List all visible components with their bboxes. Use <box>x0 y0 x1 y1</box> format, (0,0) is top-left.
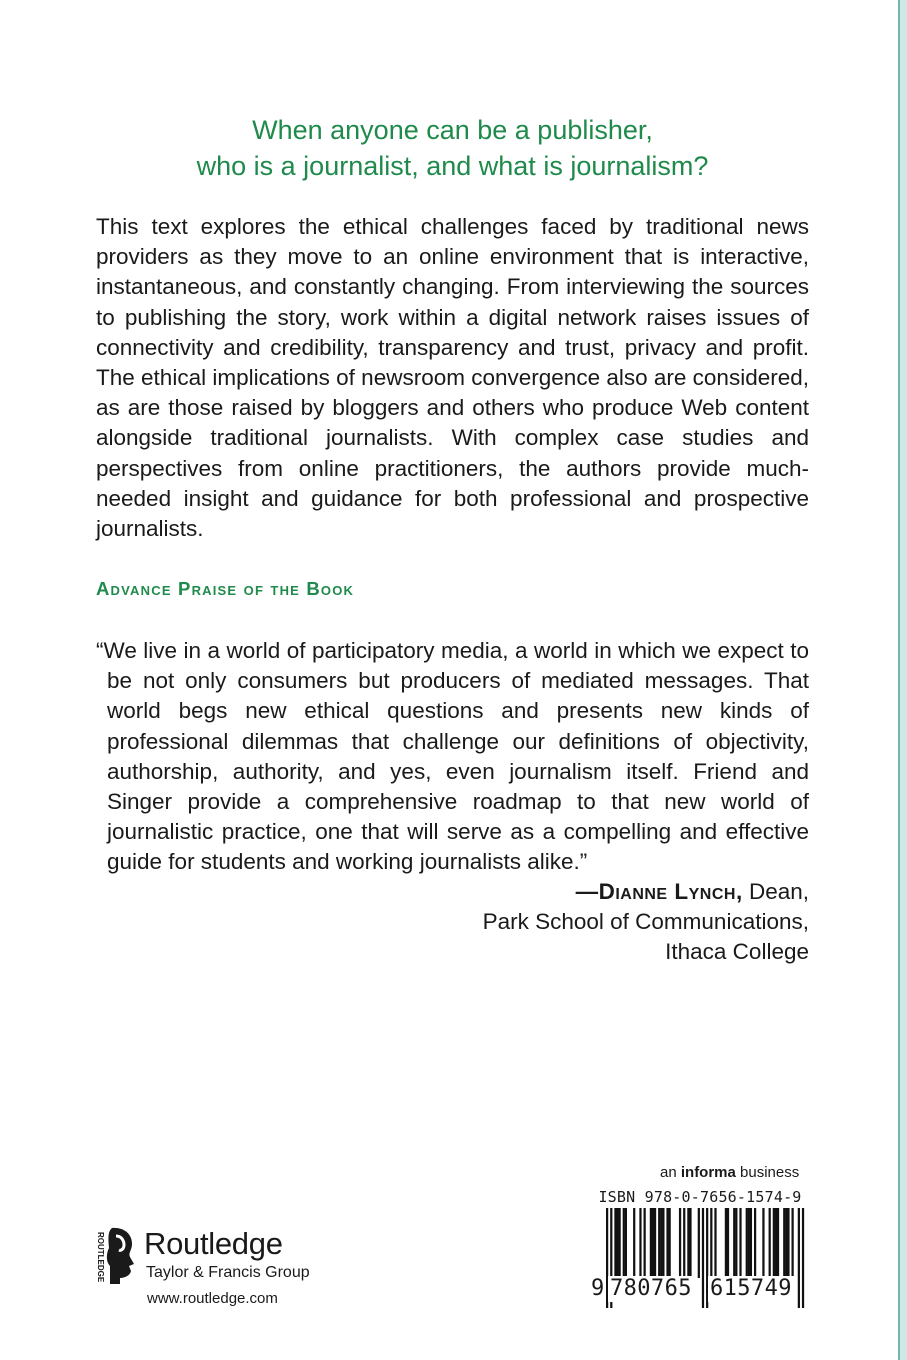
barcode-bar <box>769 1208 771 1278</box>
isbn-label: ISBN 978-0-7656-1574-9 <box>598 1188 802 1206</box>
informa-suffix: business <box>735 1164 800 1181</box>
barcode-digits-right: 615749 <box>710 1276 792 1301</box>
barcode-bar <box>652 1208 654 1278</box>
barcode-bar <box>644 1208 646 1278</box>
barcode-digits-left: 780765 <box>610 1276 692 1301</box>
barcode-bar <box>785 1208 787 1278</box>
barcode-bar <box>748 1208 750 1278</box>
barcode-bar <box>658 1208 660 1278</box>
routledge-vertical-mark: ROUTLEDGE <box>96 1232 105 1283</box>
barcode-bar <box>777 1208 779 1278</box>
barcode-bar <box>689 1208 691 1278</box>
barcode-bar <box>775 1208 777 1278</box>
praise-attribution <box>349 877 809 968</box>
barcode-bar <box>762 1208 764 1278</box>
cover-headline <box>96 112 809 184</box>
barcode-bar <box>773 1208 775 1278</box>
barcode-digit-first: 9 <box>591 1276 605 1301</box>
barcode-bar <box>650 1208 652 1278</box>
barcode-bar <box>614 1208 616 1278</box>
barcode-bar <box>639 1208 641 1278</box>
publisher-group: Taylor & Francis Group <box>146 1264 310 1281</box>
barcode-bar <box>739 1208 741 1278</box>
headline-line-1: When anyone can be a publisher, <box>252 115 653 145</box>
praise-quote: “We live in a world of participatory media, a world in which we expect to be not only consumers but producers of mediated messages. That world begs new ethical questions and presents new kinds of professional dilemmas that challenge our definitions of objectivity, authorship, authority, and yes, even journalism itself. Friend and Singer provide a comprehensive roadmap to that new world of journalistic practice, one that will serve as a compelling and effective guide for students and working journalists alike.” <box>96 638 809 875</box>
barcode-bar <box>666 1208 668 1278</box>
attribution-dash: — <box>575 879 599 904</box>
barcode-bar <box>746 1208 748 1278</box>
barcode-bar <box>735 1208 737 1278</box>
attribution-name: Dianne Lynch, <box>598 879 743 904</box>
barcode-bar <box>669 1208 671 1278</box>
publisher-name: Routledge <box>144 1226 283 1261</box>
barcode-bar <box>623 1208 625 1278</box>
barcode-bar <box>679 1208 681 1278</box>
informa-business <box>660 1164 799 1181</box>
barcode-bar <box>625 1208 627 1278</box>
barcode-bar <box>727 1208 729 1278</box>
publisher-website: www.routledge.com <box>147 1290 278 1307</box>
informa-prefix: an <box>660 1164 681 1181</box>
barcode-bar <box>710 1208 712 1278</box>
praise-heading: Advance Praise of the Book <box>96 578 355 599</box>
attribution-title: Dean, <box>742 879 809 904</box>
attribution-college: Ithaca College <box>665 939 809 965</box>
routledge-head-icon <box>94 1226 140 1286</box>
barcode-bar <box>787 1208 789 1278</box>
barcode-bar <box>750 1208 752 1278</box>
publisher-logo <box>94 1226 354 1290</box>
attribution-school: Park School of Communications, <box>482 909 809 935</box>
barcode-bar <box>714 1208 716 1278</box>
barcode-bar <box>660 1208 662 1278</box>
cover-edge-band <box>898 0 907 1360</box>
informa-brand: informa <box>680 1164 736 1181</box>
barcode-bar <box>616 1208 618 1278</box>
isbn-barcode <box>590 1188 810 1313</box>
barcode-bar <box>725 1208 727 1278</box>
barcode-bar <box>619 1208 621 1278</box>
barcode-bar <box>754 1208 756 1278</box>
barcode-bar <box>687 1208 689 1278</box>
barcode-digits <box>590 1276 810 1302</box>
barcode-bar <box>662 1208 664 1278</box>
book-description: This text explores the ethical challenges faced by traditional news providers as they move to an online environment that is interactive, instantaneous, and constantly changing. From interviewing the sources to publishing the story, work within a digital network raises issues of connectivity and credibility, transparency and trust, privacy and profit. The ethical implications of newsroom convergence also are considered, as are those raised by bloggers and others who produce Web content alongside traditional journalists. With complex case studies and perspectives from online practitioners, the authors provide much-needed insight and guidance for both professional and prospective journalists. <box>96 214 809 542</box>
barcode-bar <box>733 1208 735 1278</box>
barcode-bar <box>654 1208 656 1278</box>
barcode-bar <box>783 1208 785 1278</box>
barcode-bar <box>633 1208 635 1278</box>
headline-line-2: who is a journalist, and what is journalism? <box>196 151 709 181</box>
barcode-bar <box>683 1208 685 1278</box>
barcode-bar <box>698 1208 700 1278</box>
barcode-bar <box>791 1208 793 1278</box>
